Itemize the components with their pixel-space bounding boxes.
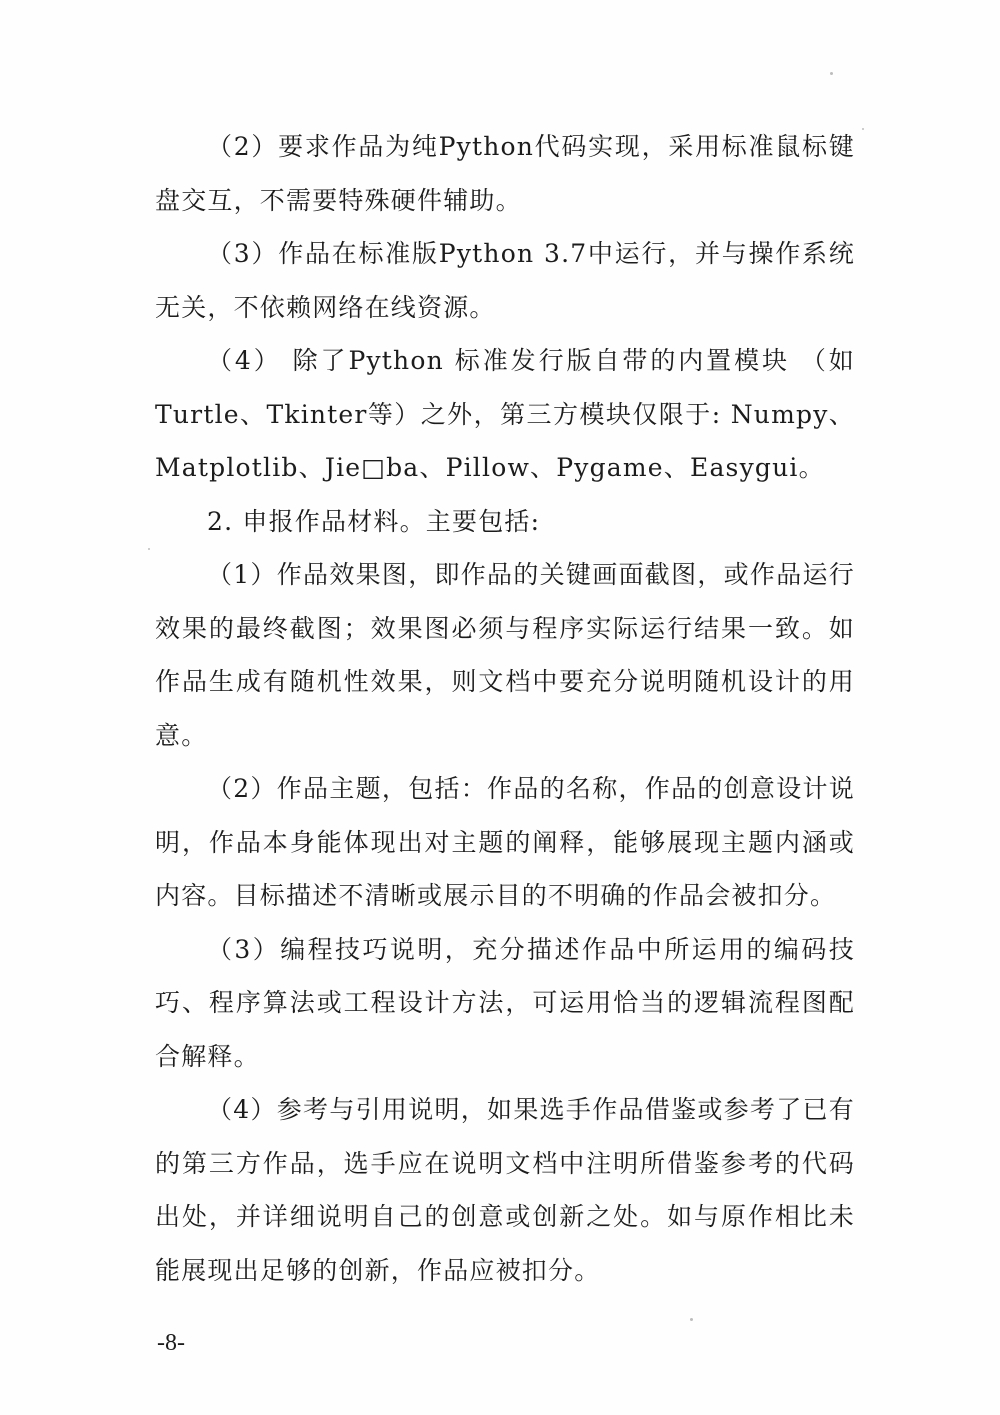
scan-speck	[862, 128, 864, 130]
scan-speck	[830, 72, 833, 75]
document-body	[155, 120, 855, 1297]
paragraph-material-3: （3）编程技巧说明，充分描述作品中所运用的编码技巧、程序算法或工程设计方法，可运用恰当的逻辑流程图配合解释。	[155, 934, 855, 1071]
paragraph-material-2: （2）作品主题，包括：作品的名称，作品的创意设计说明，作品本身能体现出对主题的阐释，能够展现主题内涵或内容。目标描述不清晰或展示目的不明确的作品会被扣分。	[155, 774, 855, 910]
scan-speck	[690, 1318, 693, 1321]
page-number: -8-	[157, 1330, 185, 1356]
paragraph-requirement-4: （4） 除了Python 标准发行版自带的内置模块 （如Turtle、Tkinter等）之外，第三方模块仅限于: Numpy、Matplotlib、Jie□ba、Pillow、Pygame、Easygui。	[155, 346, 855, 482]
paragraph-requirement-2: （2）要求作品为纯Python代码实现，采用标准鼠标键盘交互，不需要特殊硬件辅助。	[155, 132, 855, 215]
paragraph-requirement-3: （3）作品在标准版Python 3.7中运行，并与操作系统无关，不依赖网络在线资源。	[155, 239, 855, 322]
section-heading-materials: 2. 申报作品材料。主要包括:	[207, 506, 541, 536]
paragraph-material-1: （1）作品效果图，即作品的关键画面截图，或作品运行效果的最终截图；效果图必须与程序实际运行结果一致。如作品生成有随机性效果，则文档中要充分说明随机设计的用意。	[155, 560, 855, 750]
paragraph-material-4: （4）参考与引用说明，如果选手作品借鉴或参考了已有的第三方作品，选手应在说明文档中注明所借鉴参考的代码出处，并详细说明自己的创意或创新之处。如与原作相比未能展现出足够的创新，作品应被扣分。	[155, 1095, 855, 1285]
scan-speck	[148, 548, 150, 550]
